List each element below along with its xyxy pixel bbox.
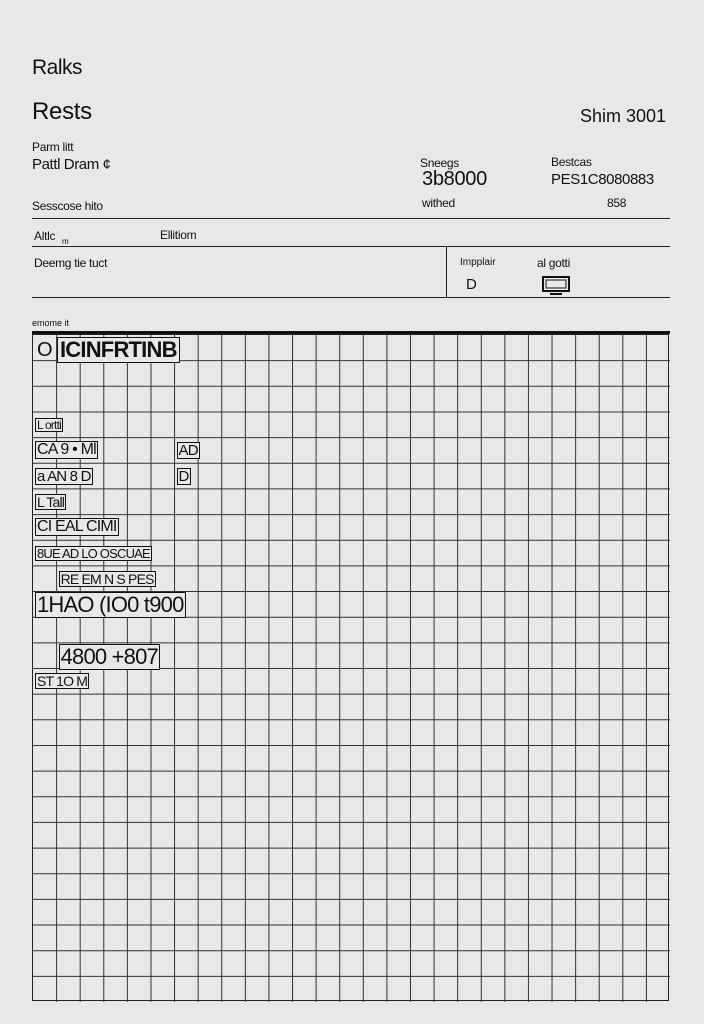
field-label: Impplair [460,257,496,268]
col1-label: Sneegs [420,156,459,170]
field-label: al gotti [537,256,570,270]
divider [32,218,670,219]
field-value: D [466,276,477,293]
app-name: Ralks [32,56,83,79]
field-label: Deemg tie tuct [34,256,108,270]
grid-entry: a AN 8 D [37,467,91,485]
grid-entry: RE EM N S PES [60,570,154,587]
grid-entry: 4800 +807 [60,643,158,669]
divider [32,297,670,298]
grid-entry: ST 1O M [37,673,88,690]
grid-header-title: ICINFRTINB [57,337,180,363]
grid-entry: 1HAO (IO0 t900 [37,592,184,618]
col1-sub: withed [422,196,455,210]
grid-entry: D [178,467,189,485]
col2-value: PES1C8080883 [551,171,654,188]
page-title: Rests [32,98,92,125]
grid-entry: CA 9 • Ml [37,441,96,459]
grid-entry: L ortti [37,417,61,432]
col2-sub: 858 [607,196,627,210]
grid-entry: L Tall [37,493,65,510]
divider [32,246,670,247]
field-sub-label: m [62,237,69,246]
name-label: Parm litt [32,140,74,154]
grid-entry: 8UE AD LO OSCUAE [37,545,150,561]
col1-value: 3b8000 [422,168,487,190]
grid-entry: AD [178,441,198,459]
divider [446,246,447,298]
grid-header-marker: O [37,339,52,361]
monitor-icon [542,276,570,296]
field-label: Altlc [34,229,56,243]
document-number: Shim 3001 [579,106,666,126]
grid-entry: CI EAL CIMI [37,518,117,536]
name-value: Pattl Dram ¢ [32,156,111,173]
grid-section-label: emome it [32,318,70,328]
field-value: Ellitiom [160,228,197,242]
grid-sheet [32,334,669,1001]
section-label: Sesscose hito [32,199,103,213]
col2-label: Bestcas [551,155,592,169]
